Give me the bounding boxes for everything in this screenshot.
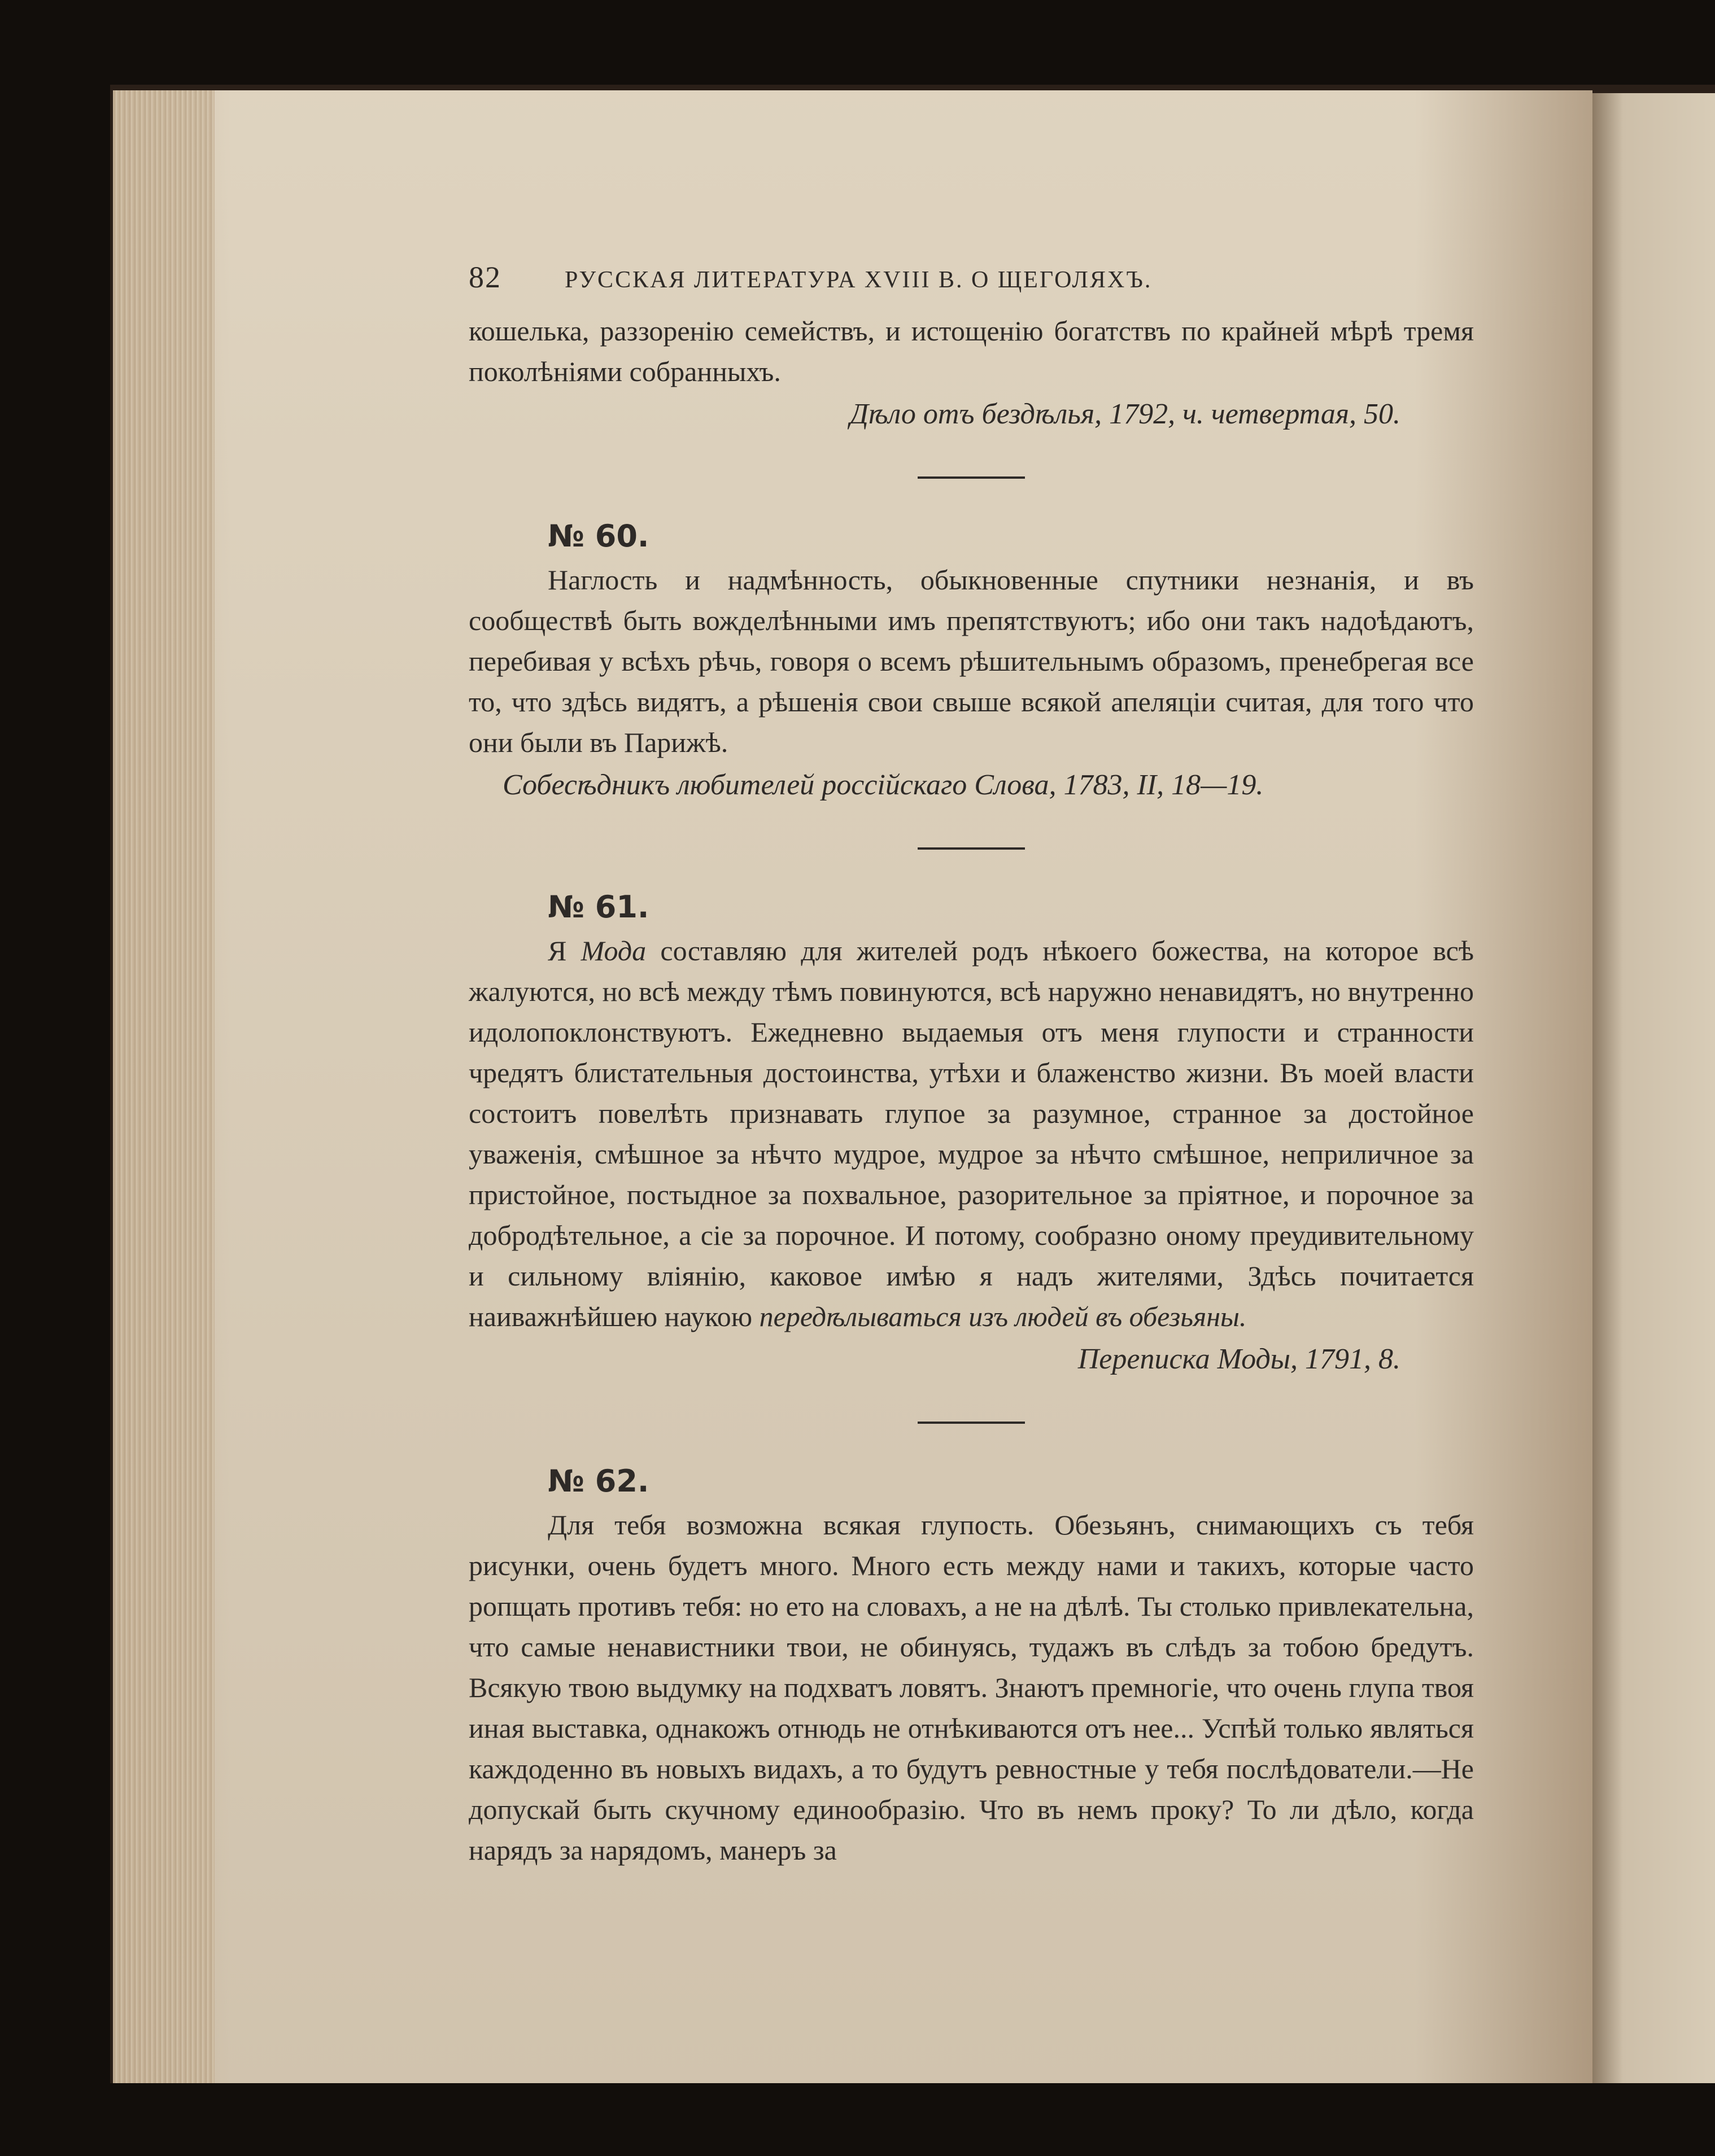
next-page-edge [1592,93,1715,2083]
section-divider [918,1422,1025,1424]
entry-61-text [469,930,1474,1337]
entry-61-emphasis: Мода [581,935,647,967]
opening-paragraph: кошелька, раззоренію семействъ, и истощенію богатствъ по крайней мѣрѣ тремя поколѣніями собранныхъ. [469,315,1474,387]
running-title: РУССКАЯ ЛИТЕРАТУРА XVIII В. О ЩЕГОЛЯХЪ. [565,267,1153,293]
opening-source: Дѣло отъ бездѣлья, 1792, ч. четвертая, 50. [849,398,1400,430]
entry-62-number: № 62. [548,1463,649,1499]
page-header [469,260,1474,311]
page-text-block [469,260,1474,1870]
entry-61-number: № 61. [548,889,649,925]
entry-61-text-start: Я [548,935,581,967]
entry-61-text-end: передѣлываться изъ людей въ обезьяны. [759,1301,1247,1332]
entry-60-text: Наглость и надмѣнность, обыкновенные спутники незнанія, и въ сообществѣ быть вожделѣнными имъ препятствуютъ; ибо они такъ надоѣдаютъ, перебивая у всѣхъ рѣчь, говоря о всемъ рѣшительнымъ образомъ, пренебрегая все то, что здѣсь видятъ, а рѣшенія свои свыше всякой апеляціи считая, для того что они были въ Парижѣ. [469,564,1474,758]
page-number: 82 [469,260,501,294]
entry-61-text-mid: составляю для жителей родъ нѣкоего божества, на которое всѣ жалуются, но всѣ между тѣмъ повинуются, всѣ наружно ненавидятъ, но внутренно идолопоклонствуютъ. Ежедневно выдаемыя отъ меня глупости и странности чредятъ блистательныя достоинства, утѣхи и блаженство жизни. Въ моей власти состоитъ повелѣть признавать глупое за разумное, странное за достойное уваженія, смѣшное за нѣчто мудрое, мудрое за нѣчто смѣшное, неприличное за пристойное, постыдное за похвальное, разорительное за пріятное, и порочное за добродѣтельное, а сіе за порочное. И потому, сообразно оному преудивительному и сильному вліянію, каковое имѣю я надъ жителями, Здѣсь почитается наиважнѣйшею наукою [469,935,1474,1332]
section-divider [918,476,1025,479]
entry-60-source: Собесѣдникъ любителей россійскаго Слова, 1783, II, 18—19. [503,769,1264,801]
entry-62-text: Для тебя возможна всякая глупость. Обезьянъ, снимающихъ съ тебя рисунки, очень будетъ много. Много есть между нами и такихъ, которые часто ропщать противъ тебя: но ето на словахъ, а не на дѣлѣ. Ты столько привлекательна, что самые ненавистники твои, не обинуясь, тудажъ въ слѣдъ за тобою бредутъ. Всякую твою выдумку на подхватъ ловятъ. Знаютъ премногіе, что очень глупа твоя иная выставка, однакожъ отнюдь не отнѣкиваются отъ нее... Успѣй только являться каждоденно въ новыхъ видахъ, а то будутъ ревностные у тебя послѣдователи.—Не допускай быть скучному единообразію. Что въ немъ проку? То ли дѣло, когда нарядъ за нарядомъ, манеръ за [469,1509,1474,1866]
section-divider [918,847,1025,850]
entry-60-number: № 60. [548,518,649,554]
page-edges [113,90,215,2083]
entry-61-source: Переписка Моды, 1791, 8. [1077,1343,1400,1375]
